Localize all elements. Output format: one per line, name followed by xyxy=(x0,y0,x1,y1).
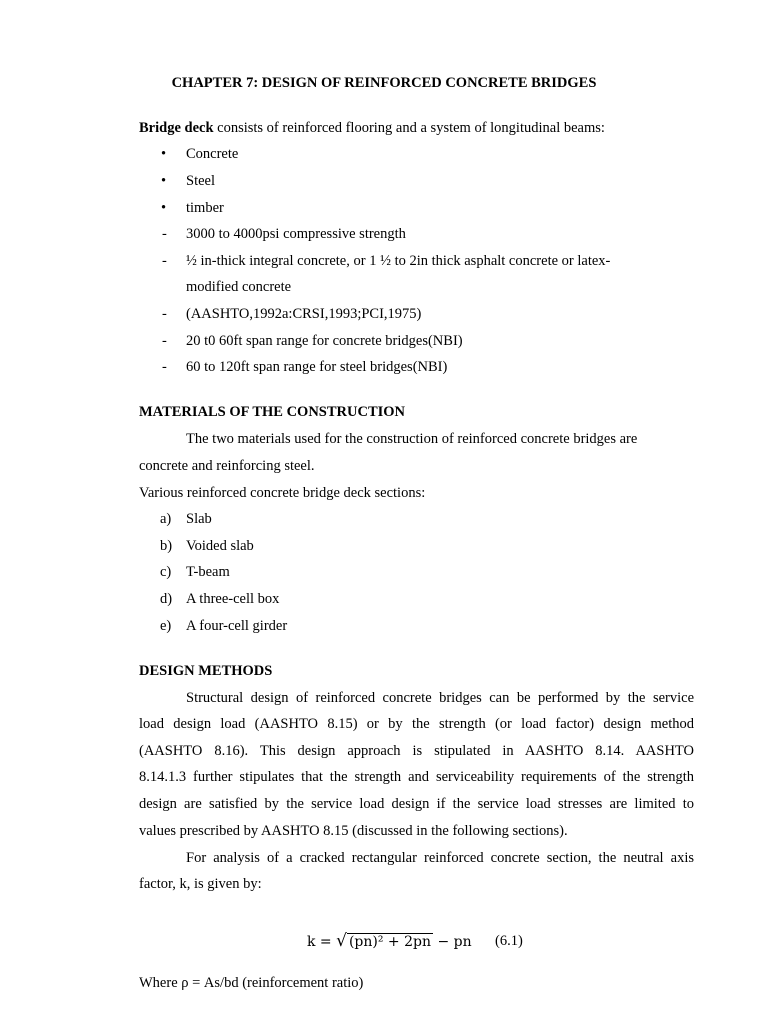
section-marker: b) xyxy=(160,538,173,554)
bullet-marker: • xyxy=(161,200,167,216)
dash-marker: - xyxy=(162,359,167,375)
chapter-title: CHAPTER 7: DESIGN OF REINFORCED CONCRETE BRIDGES xyxy=(171,75,597,91)
dash-marker: - xyxy=(162,333,167,349)
equation-radicand: (pn)² + 2pn xyxy=(348,934,431,950)
design-paragraph-line: For analysis of a cracked rectangular reinforced concrete section, the neutral axis xyxy=(186,850,694,866)
dash-marker: - xyxy=(162,253,167,269)
dash-item: 20 t0 60ft span range for concrete bridges(NBI) xyxy=(186,333,463,349)
section-marker: a) xyxy=(160,511,172,527)
intro-paragraph xyxy=(139,118,694,138)
section-item: A four-cell girder xyxy=(186,618,288,634)
design-paragraph-line: factor, k, is given by: xyxy=(139,876,262,892)
design-heading: DESIGN METHODS xyxy=(139,663,273,679)
dash-item-continuation: modified concrete xyxy=(186,279,292,295)
equation-number: (6.1) xyxy=(495,933,523,949)
bullet-item: timber xyxy=(186,200,224,216)
section-marker: d) xyxy=(160,591,173,607)
bullet-item: Steel xyxy=(186,173,215,189)
design-paragraph-line: 8.14.1.3 further stipulates that the strength and serviceability requirements of the strength xyxy=(139,769,694,785)
dash-marker: - xyxy=(162,306,167,322)
design-paragraph-line: values prescribed by AASHTO 8.15 (discussed in the following sections). xyxy=(139,823,568,839)
intro-text: consists of reinforced flooring and a system of longitudinal beams: xyxy=(213,120,605,136)
sqrt-symbol: √ xyxy=(336,931,347,951)
equation-6-1 xyxy=(307,929,472,954)
section-item: Voided slab xyxy=(186,538,254,554)
section-marker: e) xyxy=(160,618,172,634)
bullet-marker: • xyxy=(161,146,167,162)
dash-item: 3000 to 4000psi compressive strength xyxy=(186,226,406,242)
bullet-item: Concrete xyxy=(186,146,239,162)
materials-heading: MATERIALS OF THE CONSTRUCTION xyxy=(139,404,406,420)
design-paragraph-line: load design load (AASHTO 8.15) or by the strength (or load factor) design method xyxy=(139,716,694,732)
design-paragraph-line: design are satisfied by the service load design if the service load stresses are limited to xyxy=(139,796,694,812)
section-marker: c) xyxy=(160,564,172,580)
equation-lhs: k = xyxy=(307,934,337,950)
materials-paragraph-line: concrete and reinforcing steel. xyxy=(139,458,315,474)
design-paragraph-line: Structural design of reinforced concrete bridges can be performed by the service xyxy=(186,690,694,706)
dash-marker: - xyxy=(162,226,167,242)
design-paragraph-line: (AASHTO 8.16). This design approach is stipulated in AASHTO 8.14. AASHTO xyxy=(139,743,694,759)
section-item: T-beam xyxy=(186,564,230,580)
where-line: Where ρ = As/bd (reinforcement ratio) xyxy=(139,975,364,991)
dash-item: 60 to 120ft span range for steel bridges(NBI) xyxy=(186,359,448,375)
section-item: Slab xyxy=(186,511,212,527)
section-item: A three-cell box xyxy=(186,591,280,607)
dash-item: (AASHTO,1992a:CRSI,1993;PCI,1975) xyxy=(186,306,422,322)
sections-intro: Various reinforced concrete bridge deck sections: xyxy=(139,485,426,501)
bullet-marker: • xyxy=(161,173,167,189)
dash-item: ½ in-thick integral concrete, or 1 ½ to 2in thick asphalt concrete or latex- xyxy=(186,253,611,269)
intro-term: Bridge deck xyxy=(139,120,214,136)
equation-rhs: − pn xyxy=(433,934,472,950)
materials-paragraph-line: The two materials used for the construction of reinforced concrete bridges are xyxy=(186,431,638,447)
